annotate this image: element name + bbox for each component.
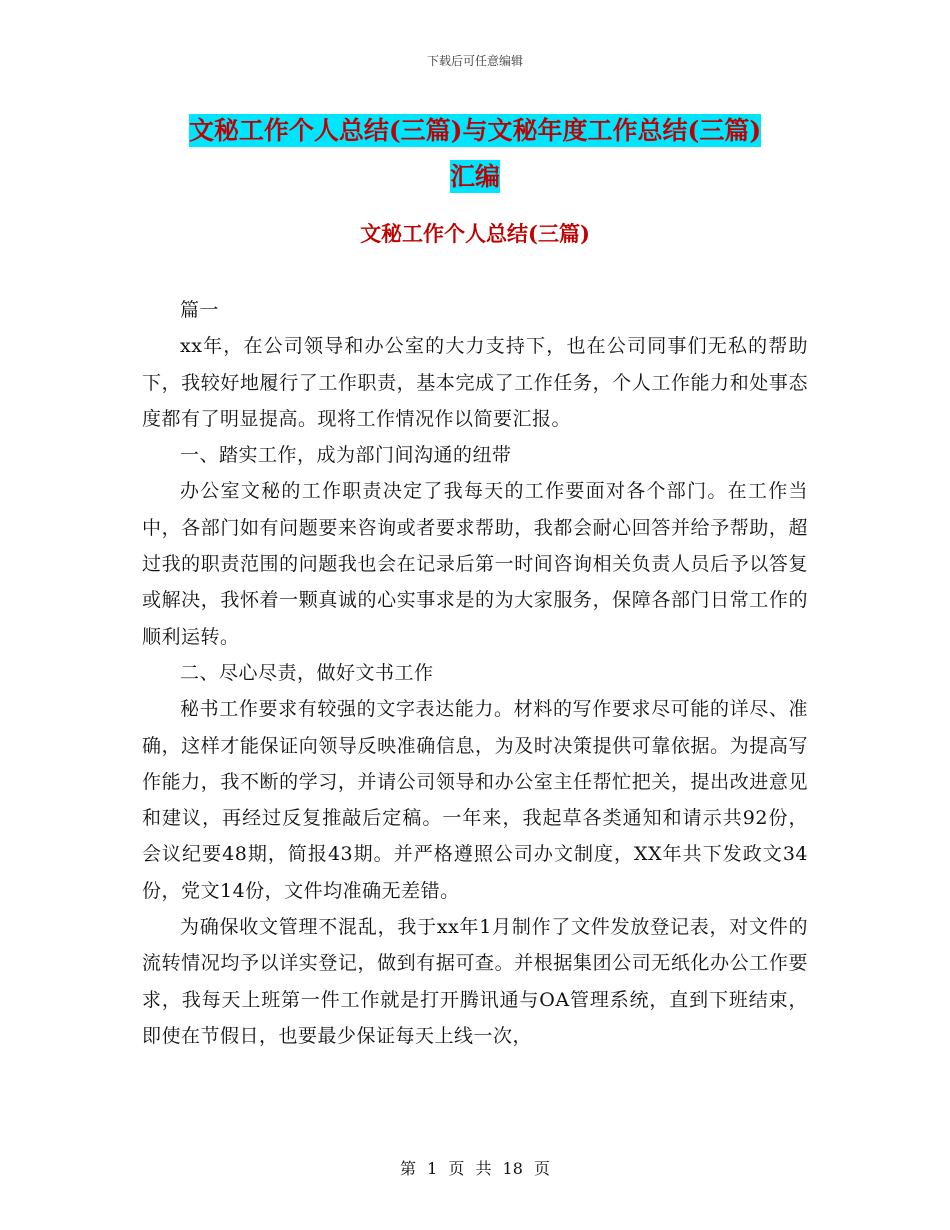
paragraph-heading: 一、踏实工作，成为部门间沟通的纽带 — [180, 444, 512, 467]
page-footer-number: 第 1 页 共 18 页 — [400, 1159, 550, 1178]
paragraph: 为确保收文管理不混乱，我于xx年1月制作了文件发放登记表，对文件的流转情况均予以详实登记，做到有据可查。并根据集团公司无纸化办公工作要求，我每天上班第一件工作就是打开腾讯通与OA管理系统，直到下班结束，即使在节假日，也要最少保证每天上线一次， — [142, 916, 808, 1047]
paragraph: xx年，在公司领导和办公室的大力支持下，也在公司同事们无私的帮助下，我较好地履行了工作职责，基本完成了工作任务，个人工作能力和处事态度都有了明显提高。现将工作情况作以简要汇报。 — [142, 335, 808, 430]
paragraph-heading-part1: 篇一 — [180, 299, 220, 321]
section-title: 文秘工作个人总结(三篇) — [360, 221, 590, 246]
page-header-note: 下载后可任意编辑 — [426, 54, 523, 68]
document-main-title — [140, 108, 810, 200]
paragraph: 办公室文秘的工作职责决定了我每天的工作要面对各个部门。在工作当中，各部门如有问题要来咨询或者要求帮助，我都会耐心回答并给予帮助，超过我的职责范围的问题我也会在记录后第一时间咨询相关负责人员后予以答复或解决，我怀着一颗真诚的心实事求是的为大家服务，保障各部门日常工作的顺利运转。 — [142, 480, 808, 648]
main-title-line1: 文秘工作个人总结(三篇)与文秘年度工作总结(三篇) — [188, 116, 762, 145]
main-title-line2: 汇编 — [449, 162, 500, 191]
paragraph: 秘书工作要求有较强的文字表达能力。材料的写作要求尽可能的详尽、准确，这样才能保证向领导反映准确信息，为及时决策提供可靠依据。为提高写作能力，我不断的学习，并请公司领导和办公室主任帮忙把关，提出改进意见和建议，再经过反复推敲后定稿。一年来，我起草各类通知和请示共92份，会议纪要48期，简报43期。并严格遵照公司办文制度，XX年共下发政文34份，党文14份，文件均准确无差错。 — [142, 698, 808, 902]
document-body — [142, 292, 808, 1054]
paragraph-heading: 二、尽心尽责，做好文书工作 — [180, 661, 434, 684]
